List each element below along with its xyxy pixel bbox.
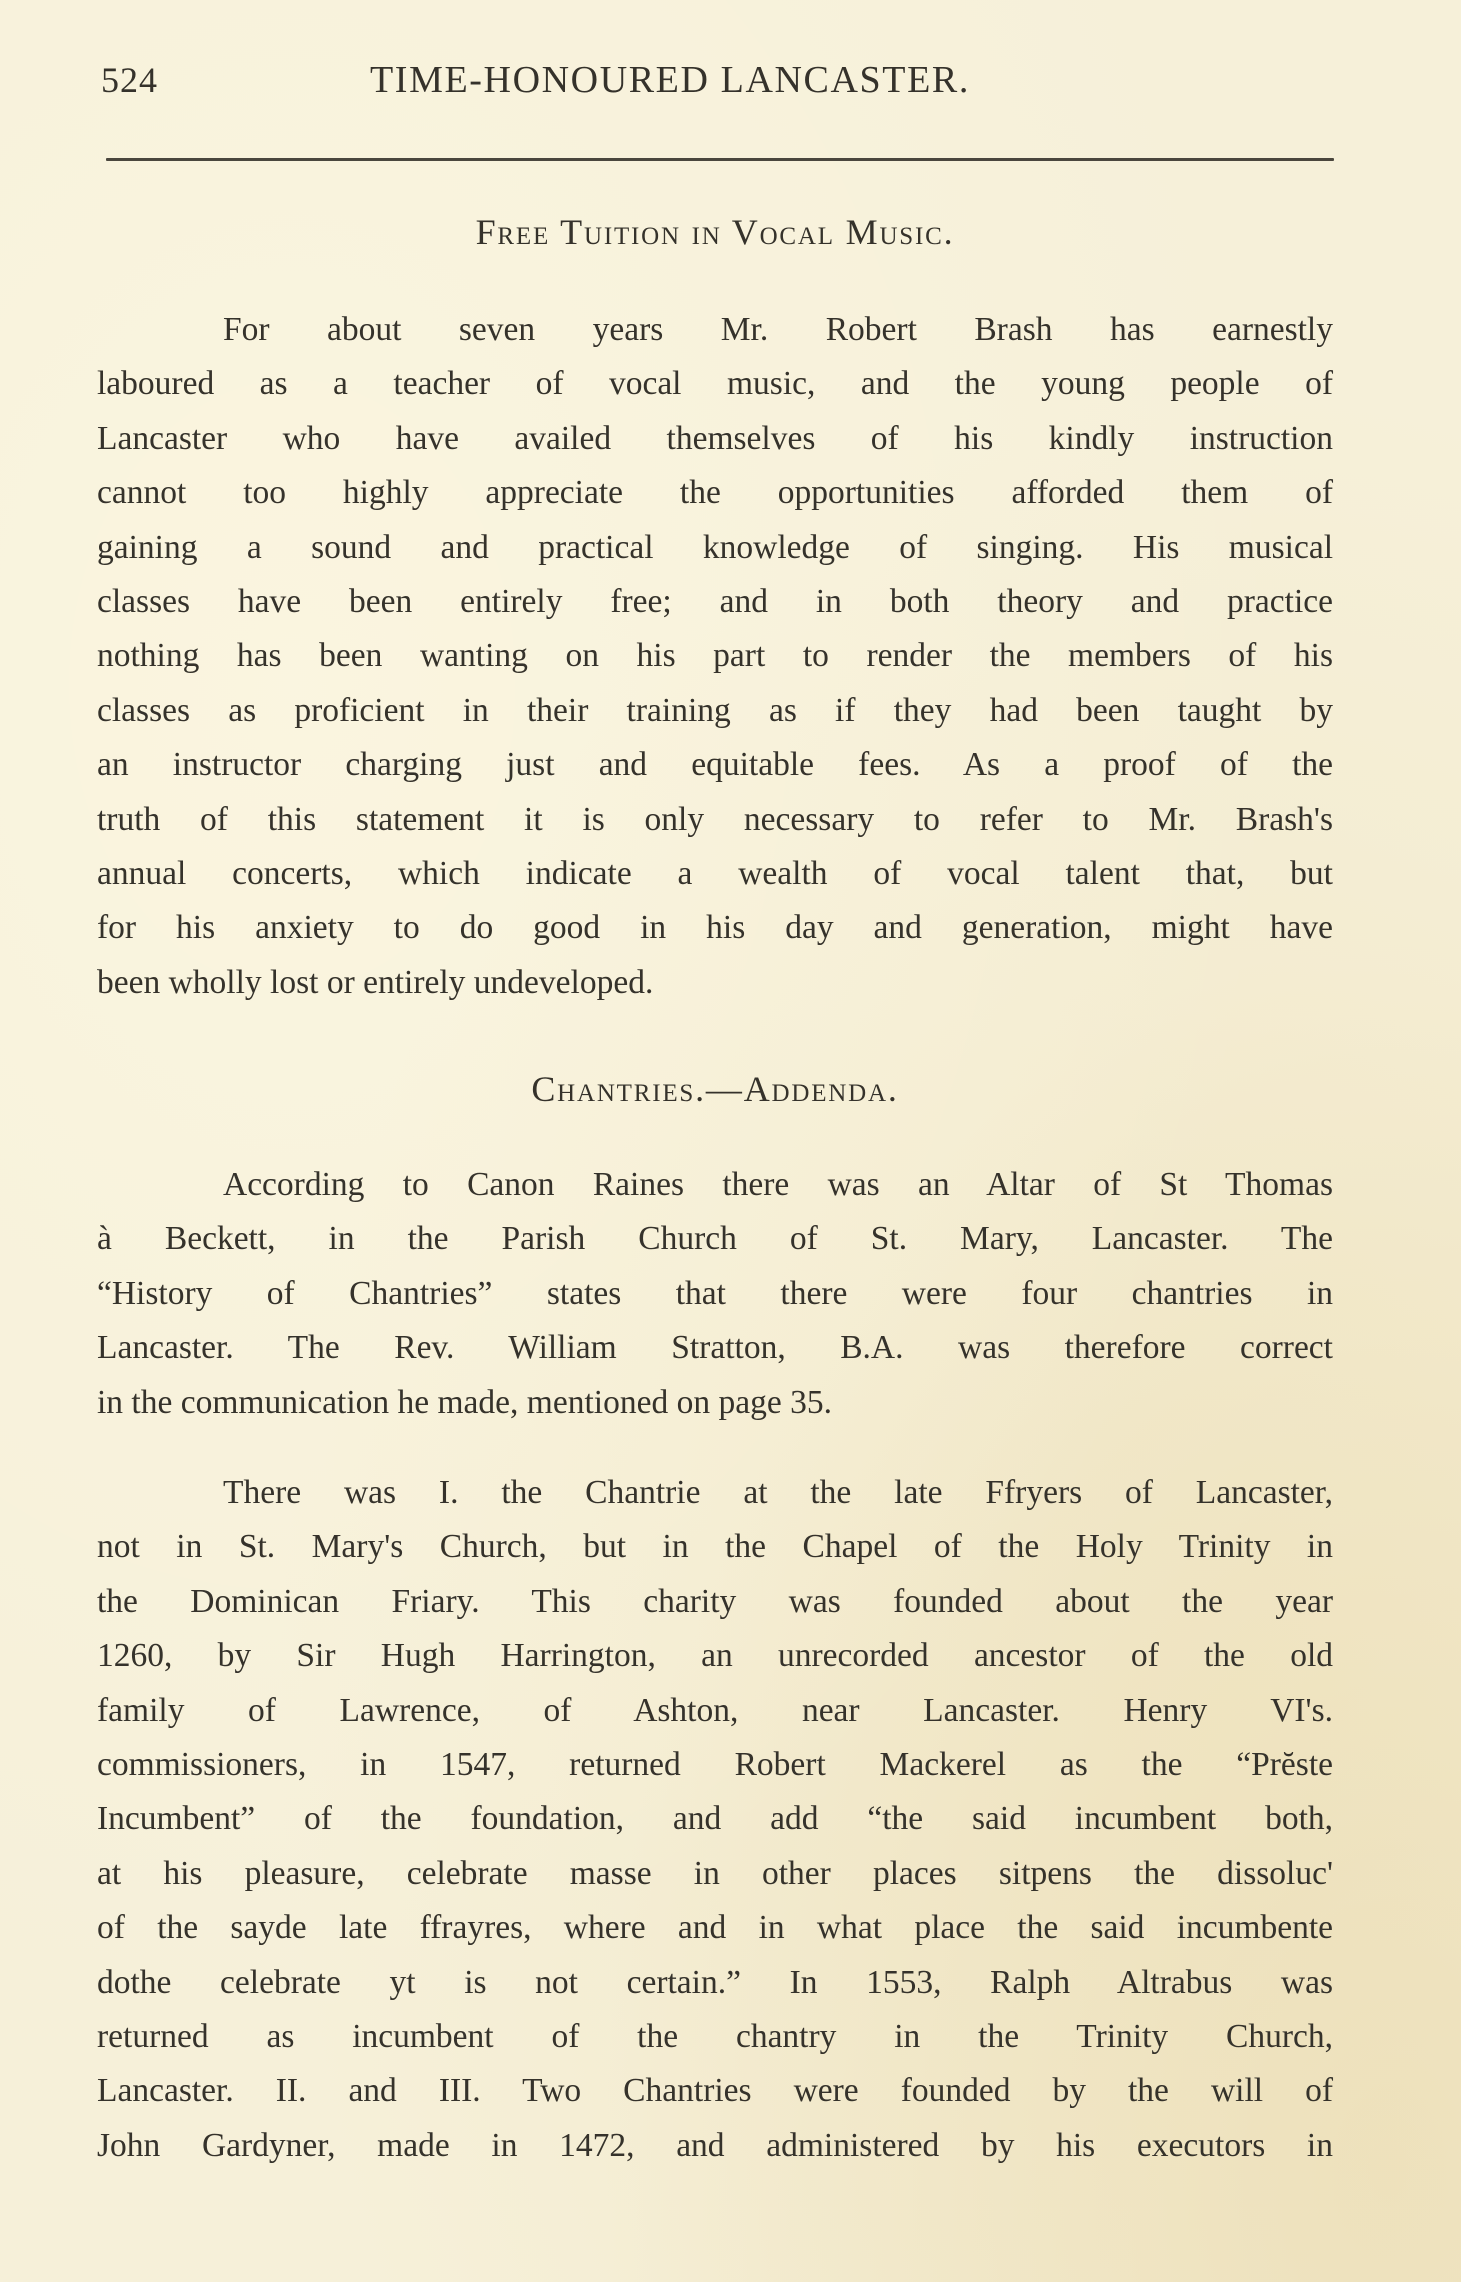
text-line: Lancaster. II. and III. Two Chantries were founded by the will of [97,2072,1333,2110]
text-line: the Dominican Friary. This charity was founded about the year [97,1582,1333,1620]
text-line: nothing has been wanting on his part to render the members of his [97,637,1333,675]
text-line: gaining a sound and practical knowledge of singing. His musical [97,528,1333,566]
text-line: classes as proficient in their training as if they had been taught by [97,691,1333,729]
text-line: John Gardyner, made in 1472, and administered by his executors in [97,2126,1333,2164]
page-number: 524 [101,60,158,100]
text-line: been wholly lost or entirely undeveloped. [97,963,654,1001]
section-heading-chantries-addenda: Chantries.—Addenda. [531,1069,899,1109]
section-heading-free-tuition: Free Tuition in Vocal Music. [475,212,955,252]
text-line: in the communication he made, mentioned on page 35. [97,1383,832,1421]
text-line: at his pleasure, celebrate masse in other places sitpens the dissoluc' [97,1854,1333,1892]
text-line: dothe celebrate yt is not certain.” In 1553, Ralph Altrabus was [97,1963,1333,2001]
header-rule [106,158,1334,161]
text-line: returned as incumbent of the chantry in the Trinity Church, [97,2017,1333,2055]
paragraph-altar-st-thomas [97,1158,1333,1430]
text-line: classes have been entirely free; and in both theory and practice [97,582,1333,620]
text-line: an instructor charging just and equitable fees. As a proof of the [97,746,1333,784]
running-head [0,58,1461,102]
text-line: Lancaster who have availed themselves of his kindly instruction [97,419,1333,457]
text-line: annual concerts, which indicate a wealth of vocal talent that, but [97,854,1333,892]
paragraph-free-tuition [97,303,1333,1010]
paragraph-chantrie-ffryers [97,1466,1333,2173]
text-line: for his anxiety to do good in his day and generation, might have [97,909,1333,947]
text-line: of the sayde late ffrayres, where and in what place the said incumbente [97,1909,1333,1947]
text-line: commissioners, in 1547, returned Robert Mackerel as the “Prĕste [97,1745,1333,1783]
text-line: Lancaster. The Rev. William Stratton, B.A. was therefore correct [97,1329,1333,1367]
text-line: There was I. the Chantrie at the late Ffryers of Lancaster, [223,1474,1333,1511]
text-line: laboured as a teacher of vocal music, and the young people of [97,365,1333,403]
text-line: à Beckett, in the Parish Church of St. Mary, Lancaster. The [97,1220,1333,1258]
text-line: “History of Chantries” states that there were four chantries in [97,1274,1333,1312]
text-line: 1260, by Sir Hugh Harrington, an unrecorded ancestor of the old [97,1637,1333,1675]
text-line: not in St. Mary's Church, but in the Chapel of the Holy Trinity in [97,1528,1333,1566]
text-line: cannot too highly appreciate the opportunities afforded them of [97,474,1333,512]
text-line: truth of this statement it is only necessary to refer to Mr. Brash's [97,800,1333,838]
running-title: TIME-HONOURED LANCASTER. [370,59,970,101]
text-line: family of Lawrence, of Ashton, near Lancaster. Henry VI's. [97,1691,1333,1729]
text-line: According to Canon Raines there was an Altar of St Thomas [223,1166,1333,1203]
text-line: For about seven years Mr. Robert Brash has earnestly [223,311,1333,348]
text-line: Incumbent” of the foundation, and add “the said incumbent both, [97,1800,1333,1838]
